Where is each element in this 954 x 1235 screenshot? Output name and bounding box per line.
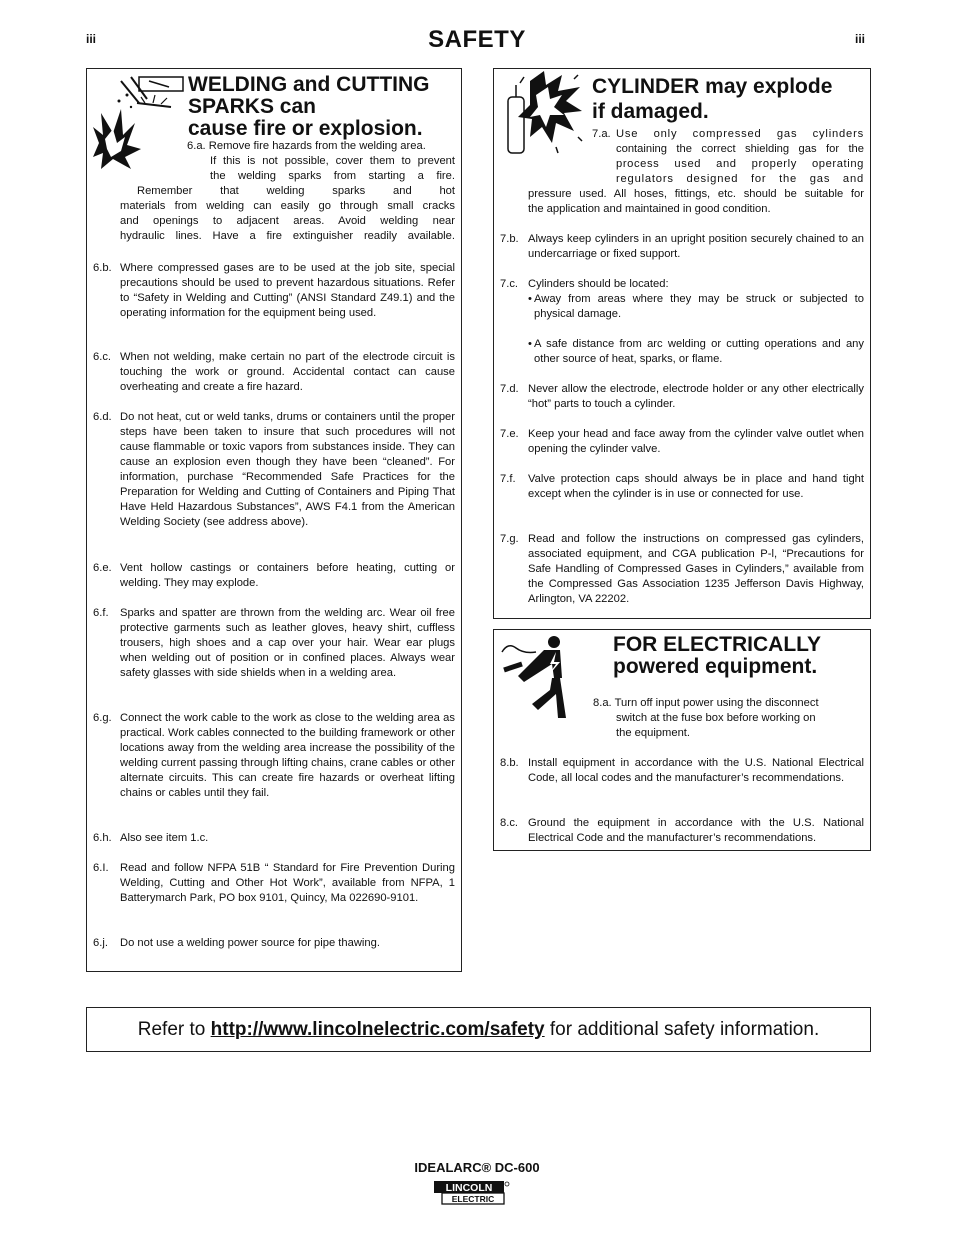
item-6e: 6.e. Vent hollow castings or containers before heating, cutting or welding. They may explode. (93, 562, 455, 589)
page-number-left: iii (86, 32, 97, 46)
item-7b: 7.b. Always keep cylinders in an upright position securely chained to an undercarriage or fixed support. (500, 233, 864, 260)
bullet-item: • A safe distance from arc welding or cutting operations and any other source of heat, sparks, or flame. (528, 338, 864, 365)
item-7f: 7.f. Valve protection caps should always be in place and hand tight except when the cylinder is in use or connected for use. (500, 473, 864, 500)
item-6i: 6.I. Read and follow NFPA 51B “ Standard for Fire Prevention During Welding, Cutting and Other Hot Work”, available from NFPA, 1 Batterymarch Park, PO box 9101, Quincy, Ma 022690-9101. (93, 862, 455, 904)
svg-text:LINCOLN: LINCOLN (445, 1182, 493, 1194)
section-8-heading: FOR ELECTRICALLY powered equipment. (613, 633, 822, 678)
item-6j: 6.j. Do not use a welding power source for pipe thawing. (93, 937, 380, 949)
item-7g: 7.g. Read and follow the instructions on compressed gas cylinders, associated equipment, and CGA publication P-l, “Precautions for Safe Handling of Compressed Gases in Cylinders,” available from the Compressed Gas Association 1235 Jefferson Davis Highway, Arlington, VA 22202. (500, 533, 864, 605)
section-welding-sparks: WELDING and CUTTING SPARKS can cause fire or explosion. 6.a. Remove fire hazards from the welding area. If this is not possible, cover them to prevent the welding sparks from starting a fire. Remember that welding sparks and hot materials from welding can easily go through small cracks and openings to adjacent areas. Avoid welding near hydraulic lines. Have a fire extinguisher readily available. 6.b. Where compressed gases are to be used at the job site, special precautions should be used to prevent hazardous situations. Refer to “Safety in Welding and Cutting” (ANSI Standard Z49.1) and the operating information for the equipment being used. 6.c. When not welding, make certain no part of the electrode circuit is touching the work or ground. Accidental contact can cause overheating and create a fire hazard. 6.d. Do not heat, cut or weld tanks, drums or containers until the proper steps have been taken to insure that such procedures will not cause flammable or toxic vapors from substances inside. They can cause an explosion even though they have been “cleaned”. For information, purchase “Recommended Safe Practices for the Preparation for Welding and Cutting of Containers and Piping That Have Held Hazardous Substances”, AWS F4.1 from the American Welding Society (see address above). 6.e. Vent hollow castings or containers before heating, cutting or welding. They may explode. 6.f. Sparks and spatter are thrown from the welding arc. Wear oil free protective garments such as leather gloves, heavy shirt, cuffless trousers, high shoes and a cap over your hair. Wear ear plugs when welding out of position or in confined places. Always wear safety glasses with side shields when in a welding area. 6.g. Connect the work cable to the work as close to the welding area as practical. Work cables connected to the building framework or other locations away from the welding area increase the possibility of the welding current passing through lifting chains, crane cables or other alternate circuits. This can create fire hazards or overheat lifting chains or cables until they fail. 6.h. Also see item 1.c. 6.I. Read and follow NFPA 51B “ Standard for Fire Prevention During Welding, Cutting and Other Hot Work”, available from NFPA, 1 Batterymarch Park, PO box 9101, Quincy, Ma 022690-9101. 6.j. Do not use a welding power source for pipe thawing. (86, 68, 462, 972)
section-cylinder: CYLINDER may explode if damaged. 7.a. Use only compressed gas cylinders containing the correct shielding gas for the process used and properly operating regulators designed for the gas and pressure used. All hoses, fittings, etc. should be suitable for the application and maintained in good condition. 7.b. Always keep cylinders in an upright position securely chained to an undercarriage or fixed support. 7.c. Cylinders should be located: • Away from areas where they may be struck or subjected to physical damage. • A safe distance from arc welding or cutting operations and any other source of heat, sparks, or flame. 7.d. Never allow the electrode, electrode holder or any other electrically “hot” parts to touch a cylinder. 7.e. Keep your head and face away from the cylinder valve outlet when opening the cylinder valve. 7.f. Valve protection caps should always be in place and hand tight except when the cylinder is in use or connected for use. 7.g. Read and follow the instructions on compressed gas cylinders, associated equipment, and CGA publication P-l, “Precautions for Safe Handling of Compressed Gases in Cylinders,” available from the Compressed Gas Association 1235 Jefferson Davis Highway, Arlington, VA 22202. (493, 68, 871, 619)
svg-text:ELECTRIC: ELECTRIC (451, 1194, 495, 1204)
lincoln-electric-logo (433, 1180, 511, 1206)
bullet-item: • Away from areas where they may be struck or subjected to physical damage. (528, 293, 864, 320)
section-electrical: FOR ELECTRICALLY powered equipment. 8.a. Turn off input power using the disconnect switch at the fuse box before working on the equipment. 8.b. Install equipment in accordance with the U.S. National Electrical Code, all local codes and the manufacturer’s recommendations. 8.c. Ground the equipment in accordance with the U.S. National Electrical Code and the manufacturer’s recommendations. (493, 629, 871, 851)
fire-explosion-icon (91, 73, 187, 169)
electric-shock-icon (500, 634, 582, 718)
item-6f: 6.f. Sparks and spatter are thrown from the welding arc. Wear oil free protective garments such as leather gloves, heavy shirt, cuffless trousers, high shoes and a cap over your hair. Wear ear plugs when welding out of position or in confined places. Always wear safety glasses with side shields when in a welding area. (93, 607, 455, 679)
item-6b: 6.b. Where compressed gases are to be used at the job site, special precautions should be used to prevent hazardous situations. Refer to “Safety in Welding and Cutting” (ANSI Standard Z49.1) and the operating information for the equipment being used. (93, 262, 455, 319)
model-name: IDEALARC® DC-600 (414, 1160, 540, 1175)
page-number-right: iii (855, 32, 866, 46)
section-7-heading: CYLINDER may explode if damaged. (592, 75, 833, 123)
item-6c: 6.c. When not welding, make certain no part of the electrode circuit is touching the work or ground. Accidental contact can cause overheating and create a fire hazard. (93, 351, 455, 393)
item-7d: 7.d. Never allow the electrode, electrode holder or any other electrically “hot” parts to touch a cylinder. (500, 383, 864, 410)
page-title: SAFETY (428, 26, 526, 53)
item-6d: 6.d. Do not heat, cut or weld tanks, drums or containers until the proper steps have been taken to insure that such procedures will not cause flammable or toxic vapors from substances inside. They can cause an explosion even though they have been “cleaned”. For information, purchase “Recommended Safe Practices for the Preparation for Welding and Cutting of Containers and Piping That Have Held Hazardous Substances”, AWS F4.1 from the American Welding Society (see address above). (93, 411, 455, 528)
cylinder-explosion-icon (500, 71, 584, 155)
item-8b: 8.b. Install equipment in accordance with the U.S. National Electrical Code, all local codes and the manufacturer’s recommendations. (500, 757, 864, 784)
item-6g: 6.g. Connect the work cable to the work as close to the welding area as practical. Work cables connected to the building framework or other locations away from the welding area increase the possibility of the welding current passing through lifting chains, crane cables or other alternate circuits. This can create fire hazards or overheat lifting chains or cables until they fail. (93, 712, 455, 799)
item-7e: 7.e. Keep your head and face away from the cylinder valve outlet when opening the cylinder valve. (500, 428, 864, 455)
item-7c: 7.c. Cylinders should be located: • Away from areas where they may be struck or subjected to physical damage. • A safe distance from arc welding or cutting operations and any other source of heat, sparks, or flame. (500, 278, 864, 365)
refer-banner: Refer to http://www.lincolnelectric.com/safety for additional safety information. (86, 1007, 871, 1052)
item-6h: 6.h. Also see item 1.c. (93, 832, 209, 844)
section-6-heading: WELDING and CUTTING SPARKS can cause fire or explosion. (188, 73, 430, 140)
item-8c: 8.c. Ground the equipment in accordance with the U.S. National Electrical Code and the manufacturer’s recommendations. (500, 817, 864, 844)
safety-link[interactable]: http://www.lincolnelectric.com/safety (210, 1019, 545, 1040)
